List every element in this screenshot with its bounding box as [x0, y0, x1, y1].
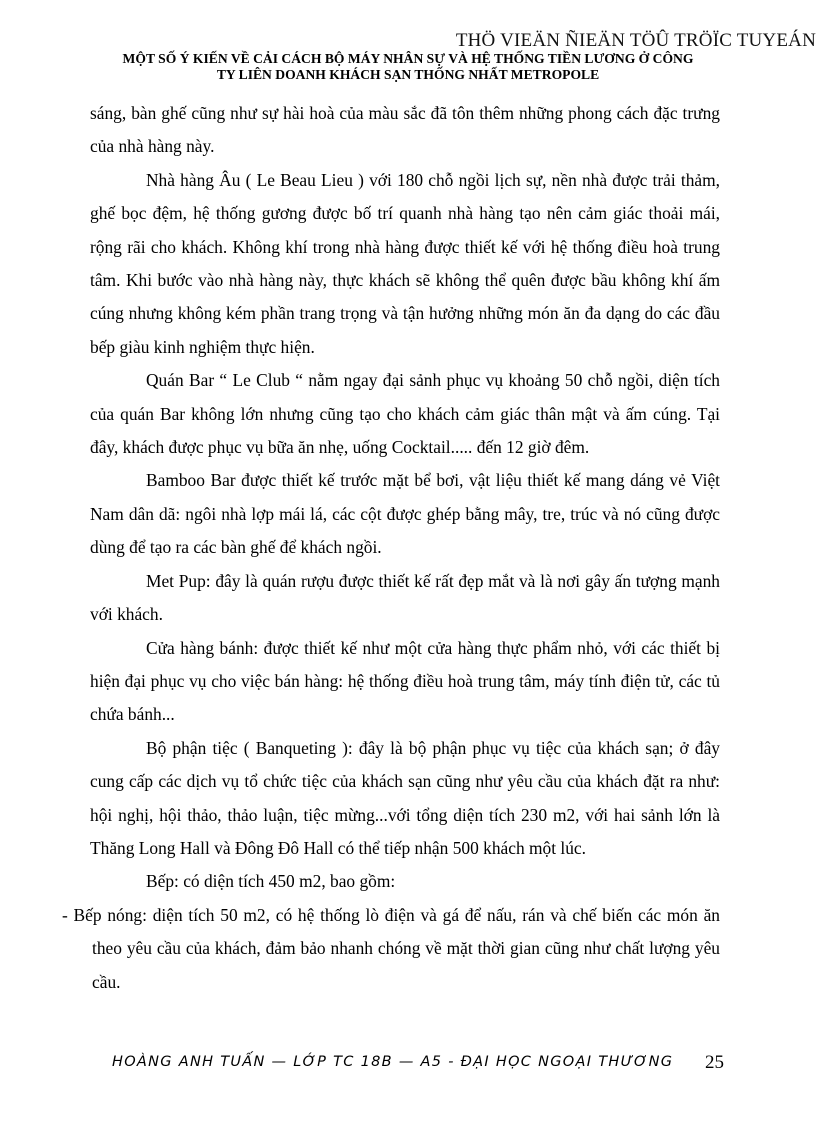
page-footer: [112, 1052, 724, 1076]
document-body: [62, 97, 720, 999]
paragraph-bamboo-bar: Bamboo Bar được thiết kế trước mặt bể bơi, vật liệu thiết kế mang dáng vẻ Việt Nam dân dã: ngôi nhà lợp mái lá, các cột được ghép bằng mây, tre, trúc và nó cũng được dùng để tạo ra các bàn ghế để khách ngồi.: [90, 470, 720, 558]
header-line-1: MỘT SỐ Ý KIẾN VỀ CẢI CÁCH BỘ MÁY NHÂN SỰ VÀ HỆ THỐNG TIỀN LƯƠNG Ở CÔNG: [122, 51, 694, 66]
footer-author: HOÀNG ANH TUẤN — LỚP TC 18B — A5 - ĐẠI HỌC NGOẠI THƯƠNG: [112, 1054, 674, 1070]
paragraph-le-club: Quán Bar “ Le Club “ nằm ngay đại sảnh phục vụ khoảng 50 chỗ ngồi, diện tích của quán Bar không lớn nhưng cũng tạo cho khách cảm giác thân mật và ấm cúng. Tại đây, khách được phục vụ bữa ăn nhẹ, uống Cocktail..... đến 12 giờ đêm.: [90, 370, 720, 458]
header-line-2: TY LIÊN DOANH KHÁCH SẠN THỐNG NHẤT METROPOLE: [216, 67, 600, 82]
paragraph-continuation: sáng, bàn ghế cũng như sự hài hoà của màu sắc đã tôn thêm những phong cách đặc trưng của nhà hàng này.: [90, 103, 720, 157]
paragraph-le-beau-lieu: Nhà hàng Âu ( Le Beau Lieu ) với 180 chỗ ngồi lịch sự, nền nhà được trải thảm, ghế bọc đệm, hệ thống gương được bố trí quanh nhà hàng tạo nên cảm giác thoải mái, rộng rãi cho khách. Không khí trong nhà hàng được thiết kế với hệ thống điều hoà trung tâm. Khi bước vào nhà hàng này, thực khách sẽ không thể quên được bầu không khí ấm cúng nhưng không kém phần trang trọng và tận hưởng những món ăn đa dạng do các đầu bếp giàu kinh nghiệm thực hiện.: [90, 169, 720, 357]
paragraph-kitchen: Bếp: có diện tích 450 m2, bao gồm:: [146, 871, 396, 892]
watermark-text: THÖ VIEÄN ÑIEÄN TÖÛ TRÖÏC TUYEÁN: [455, 30, 816, 51]
paragraph-banqueting: Bộ phận tiệc ( Banqueting ): đây là bộ phận phục vụ tiệc của khách sạn; ở đây cung cấp các dịch vụ tổ chức tiệc của khách sạn cũng như yêu cầu của khách đặt ra như: hội nghị, hội thảo, thảo luận, tiệc mừng...với tổng diện tích 230 m2, với hai sảnh lớn là Thăng Long Hall và Đông Đô Hall có thể tiếp nhận 500 khách một lúc.: [90, 737, 720, 858]
paragraph-bakery: Cửa hàng bánh: được thiết kế như một cửa hàng thực phẩm nhỏ, với các thiết bị hiện đại phục vụ cho việc bán hàng: hệ thống điều hoà trung tâm, máy tính điện tử, các tủ chứa bánh...: [90, 637, 720, 725]
page-header: [80, 51, 736, 83]
paragraph-met-pup: Met Pup: đây là quán rượu được thiết kế rất đẹp mắt và là nơi gây ấn tượng mạnh với khách.: [90, 570, 720, 625]
list-item-hot-kitchen: - Bếp nóng: diện tích 50 m2, có hệ thống lò điện và gá để nấu, rán và chế biến các món ăn theo yêu cầu của khách, đảm bảo nhanh chóng về mặt thời gian cũng như chất lượng yêu cầu.: [62, 904, 720, 992]
page-number: 25: [705, 1052, 724, 1073]
